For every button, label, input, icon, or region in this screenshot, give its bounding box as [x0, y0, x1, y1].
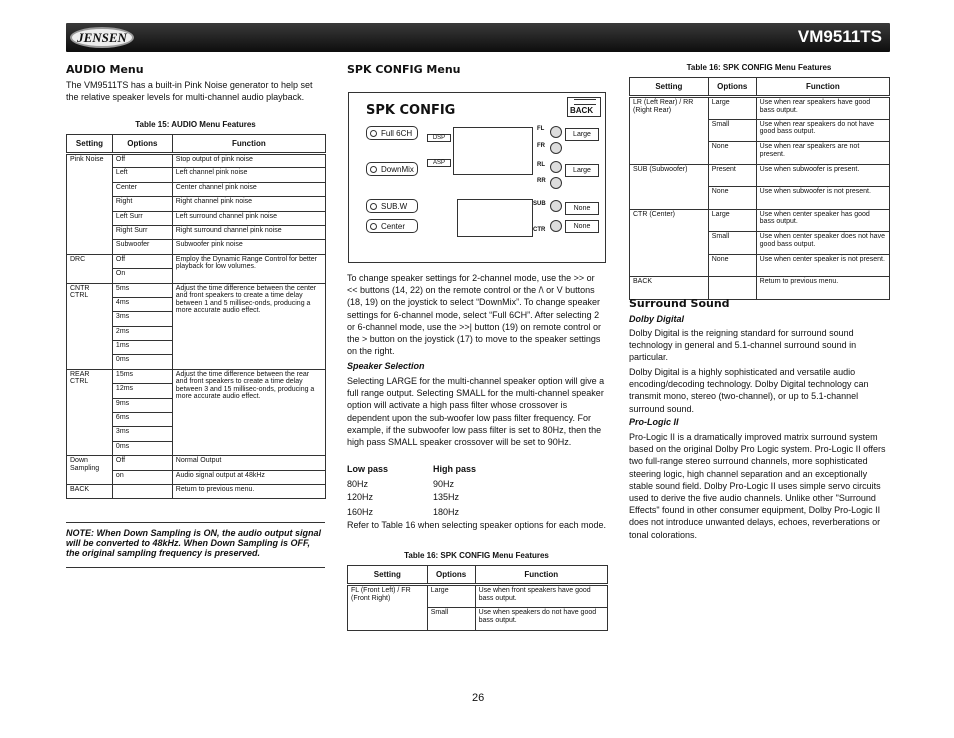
audio-table: [66, 134, 326, 499]
table-row: [630, 164, 890, 187]
table-row: [630, 97, 890, 120]
function-cell: Adjust the time difference between the rear and front speakers to create a time delay between 3 and 15 millisec-onds, producing a more accurate audio effect.: [172, 369, 325, 455]
setting-cell: DRC: [67, 254, 113, 283]
function-cell: Normal Output: [172, 456, 325, 470]
table-row: [630, 277, 890, 300]
rear-large-button[interactable]: Large: [565, 164, 599, 177]
function-cell: Use when rear speakers have good bass output.: [756, 97, 889, 120]
function-cell: Left channel pink noise: [172, 168, 325, 182]
col-header: Function: [172, 135, 325, 154]
refer-text: Refer to Table 16 when selecting speaker options for each mode.: [347, 520, 606, 530]
asp-label: ASP: [427, 159, 451, 167]
option-cell: Left: [112, 168, 172, 182]
table-row: [630, 209, 890, 232]
option-cell: Off: [112, 254, 172, 268]
screen-title: SPK CONFIG: [366, 103, 456, 118]
function-cell: Audio signal output at 48kHz: [172, 470, 325, 484]
audio-menu-title: AUDIO Menu: [66, 63, 144, 76]
option-cell: None: [708, 142, 756, 165]
table16-caption-cont: Table 16: SPK CONFIG Menu Features: [686, 63, 832, 72]
sub-none-button[interactable]: None: [565, 202, 599, 215]
option-cell: None: [708, 254, 756, 277]
option-cell: Left Surr: [112, 211, 172, 225]
option-cell: Large: [708, 97, 756, 120]
function-cell: Use when rear speakers are not present.: [756, 142, 889, 165]
function-cell: Use when front speakers have good bass output.: [475, 585, 607, 608]
dolby-digital-heading: Dolby Digital: [629, 314, 685, 324]
setting-cell: Down Sampling: [67, 456, 113, 485]
setting-cell: LR (Left Rear) / RR (Right Rear): [630, 97, 709, 165]
page-number: 26: [472, 692, 485, 704]
dolby-digital-p1: Dolby Digital is the reigning standard for surround sound technology in general and 5.1-channel surround sound in particular.: [629, 328, 857, 363]
spk-config-title: SPK CONFIG Menu: [347, 63, 461, 76]
speaker-fr-icon: [550, 142, 562, 154]
option-cell: 9ms: [112, 398, 172, 412]
down-sampling-note: NOTE: When Down Sampling is ON, the audio output signal will be converted to 48kHz. When Down Sampling is OFF, the original sampling frequency is preserved.: [66, 522, 325, 568]
option-cell: 12ms: [112, 384, 172, 398]
option-cell: None: [708, 187, 756, 210]
option-cell: on: [112, 470, 172, 484]
option-cell: [112, 484, 172, 498]
col-header: Setting: [67, 135, 113, 154]
speaker-selection-heading: Speaker Selection: [347, 361, 425, 371]
option-cell: Large: [708, 209, 756, 232]
option-cell: Large: [427, 585, 475, 608]
table-row: [67, 484, 326, 498]
subwoofer-option[interactable]: SUB.W: [366, 199, 418, 213]
setting-cell: BACK: [67, 484, 113, 498]
table-row: [67, 254, 326, 268]
setting-cell: Pink Noise: [67, 154, 113, 255]
option-cell: Center: [112, 182, 172, 196]
dsp-label: DSP: [427, 134, 451, 142]
option-cell: 0ms: [112, 355, 172, 369]
speaker-ctr-icon: [550, 220, 562, 232]
option-cell: 15ms: [112, 369, 172, 383]
col-header: Setting: [630, 78, 709, 97]
page-header: [66, 23, 890, 52]
col-header: Function: [756, 78, 889, 97]
function-cell: Employ the Dynamic Range Control for better playback for low volumes.: [172, 254, 325, 283]
speaker-sub-icon: [550, 200, 562, 212]
function-cell: Adjust the time difference between the center and front speakers to create a time delay between 1 and 5 millisec-onds, producing a more accurate audio effect.: [172, 283, 325, 369]
col-header: Function: [475, 566, 607, 585]
function-cell: Use when speakers do not have good bass output.: [475, 608, 607, 631]
function-cell: Stop output of pink noise: [172, 154, 325, 168]
center-option[interactable]: Center: [366, 219, 418, 233]
table-row: [67, 283, 326, 297]
function-cell: Return to previous menu.: [756, 277, 889, 300]
option-cell: [708, 277, 756, 300]
function-cell: Use when subwoofer is present.: [756, 164, 889, 187]
col-header: Setting: [348, 566, 428, 585]
table-row: [67, 456, 326, 470]
center-none-button[interactable]: None: [565, 220, 599, 233]
speaker-selection-text: Selecting LARGE for the multi-channel speaker option will give a full range output. Selecting SMALL for the multi-channel speaker option will activate a high pass filter whose crossover is dependent upon the sub-woofer low pass filter frequency. For example, if the subwoofer low pass filter is set to 80Hz, then the high pass SMALL speaker crossover will be set to 90Hz.: [347, 376, 605, 448]
option-cell: Off: [112, 456, 172, 470]
audio-intro: The VM9511TS has a built-in Pink Noise generator to help set the relative speaker levels for multi-channel audio playback.: [66, 80, 313, 103]
function-cell: Use when rear speakers do not have good bass output.: [756, 119, 889, 142]
function-cell: Right surround channel pink noise: [172, 225, 325, 239]
option-cell: 4ms: [112, 297, 172, 311]
option-cell: Right: [112, 197, 172, 211]
option-cell: Subwoofer: [112, 240, 172, 254]
setting-cell: REAR CTRL: [67, 369, 113, 455]
option-cell: 2ms: [112, 326, 172, 340]
option-cell: Small: [708, 232, 756, 255]
col-header: Options: [427, 566, 475, 585]
col-header: Options: [112, 135, 172, 154]
spk-config-screen: SPK CONFIG BACK Full 6CH DownMix SUB.W Center DSP ASP FL FR RL RR SUB CTR Large Large None None: [348, 92, 606, 263]
option-cell: 3ms: [112, 427, 172, 441]
sub-center-block: [457, 199, 533, 237]
speaker-rr-icon: [550, 177, 562, 189]
option-cell: Right Surr: [112, 225, 172, 239]
processor-block: [453, 127, 533, 175]
function-cell: Use when center speaker is not present.: [756, 254, 889, 277]
option-cell: Present: [708, 164, 756, 187]
back-button[interactable]: BACK: [567, 97, 601, 117]
option-cell: Small: [427, 608, 475, 631]
setting-cell: BACK: [630, 277, 709, 300]
speaker-rl-icon: [550, 161, 562, 173]
option-cell: 5ms: [112, 283, 172, 297]
surround-sound-title: Surround Sound: [629, 297, 730, 310]
function-cell: Use when subwoofer is not present.: [756, 187, 889, 210]
table15-caption: Table 15: AUDIO Menu Features: [135, 120, 256, 129]
setting-cell: CNTR CTRL: [67, 283, 113, 369]
option-cell: 6ms: [112, 413, 172, 427]
function-cell: Center channel pink noise: [172, 182, 325, 196]
col-header: Options: [708, 78, 756, 97]
function-cell: Use when center speaker has good bass output.: [756, 209, 889, 232]
full-6ch-option[interactable]: Full 6CH: [366, 126, 418, 140]
table16-caption: Table 16: SPK CONFIG Menu Features: [404, 551, 549, 560]
function-cell: Return to previous menu.: [172, 484, 325, 498]
downmix-option[interactable]: DownMix: [366, 162, 418, 176]
table-row: [348, 585, 608, 608]
option-cell: 0ms: [112, 441, 172, 455]
function-cell: Use when center speaker does not have good bass output.: [756, 232, 889, 255]
setting-cell: SUB (Subwoofer): [630, 164, 709, 209]
option-cell: 1ms: [112, 341, 172, 355]
speaker-fl-icon: [550, 126, 562, 138]
setting-cell: CTR (Center): [630, 209, 709, 277]
spk-instructions: To change speaker settings for 2-channel mode, use the >> or << buttons (14, 22) on the remote control or the /\ or V buttons (18, 19) on the joystick to select “DownMix”. To change speaker settings for 6-channel mode, select “Full 6CH”. After selecting 2 or 6-channel mode, use the >>| button (19) on remote control or the > button on the joystick (17) to move to the speaker settings on the right.: [347, 273, 601, 357]
spk-table-front: [347, 565, 608, 631]
model-title: VM9511TS: [797, 27, 882, 46]
pro-logic-text: Pro-Logic II is a dramatically improved matrix surround system based on the original Dolby Pro Logic system. Pro-Logic II offers two full-range stereo surround channels, more sophisticated steering logic, high channel separation and an exceptionally stable sound field. Dolby Pro-Logic II uses simple servo circuits used to derive the five audio channels. Unlike other "Surround Effects" found in other consumer equipment, Dolby Pro-Logic II does not introduce unwanted delays, echoes, reverberations or tonal colorations.: [629, 432, 886, 540]
back-arrow-icon: [574, 99, 596, 105]
spk-table-rest: [629, 77, 890, 300]
function-cell: Left surround channel pink noise: [172, 211, 325, 225]
option-cell: Off: [112, 154, 172, 168]
dolby-digital-p2: Dolby Digital is a highly sophisticated and versatile audio encoding/decoding technology. Dolby Digital technology can transmit mono, stereo (two-channel), or up to 5.1-channel surround sound.: [629, 367, 869, 414]
setting-cell: FL (Front Left) / FR (Front Right): [348, 585, 428, 631]
option-cell: On: [112, 269, 172, 283]
front-large-button[interactable]: Large: [565, 128, 599, 141]
table-row: [67, 154, 326, 168]
jensen-logo: JENSEN: [70, 27, 134, 48]
option-cell: Small: [708, 119, 756, 142]
option-cell: 3ms: [112, 312, 172, 326]
function-cell: Subwoofer pink noise: [172, 240, 325, 254]
pro-logic-heading: Pro-Logic II: [629, 417, 679, 427]
table-row: [67, 369, 326, 383]
function-cell: Right channel pink noise: [172, 197, 325, 211]
